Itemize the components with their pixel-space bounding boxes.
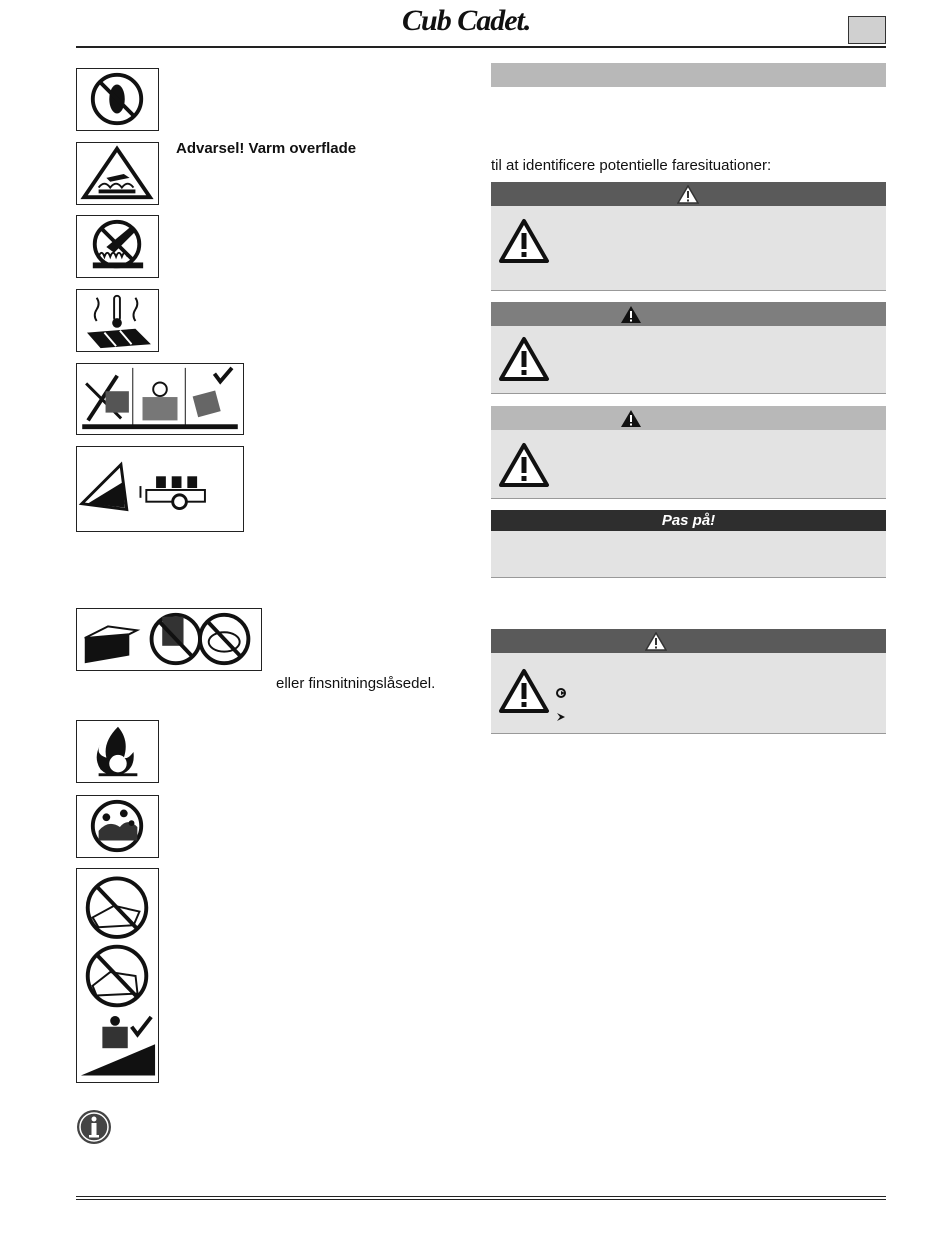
footer-rule	[76, 1196, 886, 1197]
info-icon	[76, 1109, 112, 1145]
language-tab	[848, 16, 886, 44]
brand-logo: Cub Cadet.	[402, 4, 531, 37]
header-rule	[76, 46, 886, 48]
no-hand-on-hot-icon	[76, 215, 159, 278]
section-header-bar	[491, 63, 886, 87]
caution-bar	[491, 510, 886, 531]
warning-small-icon	[645, 632, 667, 651]
warning-small-icon	[677, 185, 699, 204]
hot-surface-heading: Advarsel! Varm overflade	[176, 140, 357, 157]
danger-panel-2	[491, 653, 886, 734]
warning-large-icon	[498, 218, 550, 264]
action-bullet-icon	[556, 688, 566, 698]
danger-bar-2	[491, 629, 886, 653]
intro-text: til at identificere potentielle faresituationer:	[491, 157, 772, 174]
slope-weights-icon	[76, 446, 244, 532]
warning-small-icon	[620, 305, 642, 324]
warning-small-icon	[620, 409, 642, 428]
blade-icon	[76, 608, 262, 671]
no-debris-icon	[76, 795, 159, 858]
warning-large-icon	[498, 442, 550, 488]
flammable-icon	[76, 720, 159, 783]
hot-surface-icon	[76, 142, 159, 205]
warning-large-icon	[498, 668, 550, 714]
slope-riding-icon	[76, 868, 159, 1083]
no-foot-icon	[76, 68, 159, 131]
caution-label: Pas på!	[661, 512, 716, 529]
warning-panel	[491, 326, 886, 394]
warning-large-icon	[498, 336, 550, 382]
hot-ground-icon	[76, 289, 159, 352]
footer-rule-2	[76, 1199, 886, 1200]
warning-bar	[491, 302, 886, 326]
danger-panel	[491, 206, 886, 291]
danger-bar	[491, 182, 886, 206]
blade-text: eller finsnitningslåsedel.	[276, 675, 436, 692]
attention-panel	[491, 430, 886, 499]
result-arrow-icon	[556, 712, 566, 722]
tipping-icon	[76, 363, 244, 435]
caution-panel	[491, 531, 886, 578]
attention-bar	[491, 406, 886, 430]
